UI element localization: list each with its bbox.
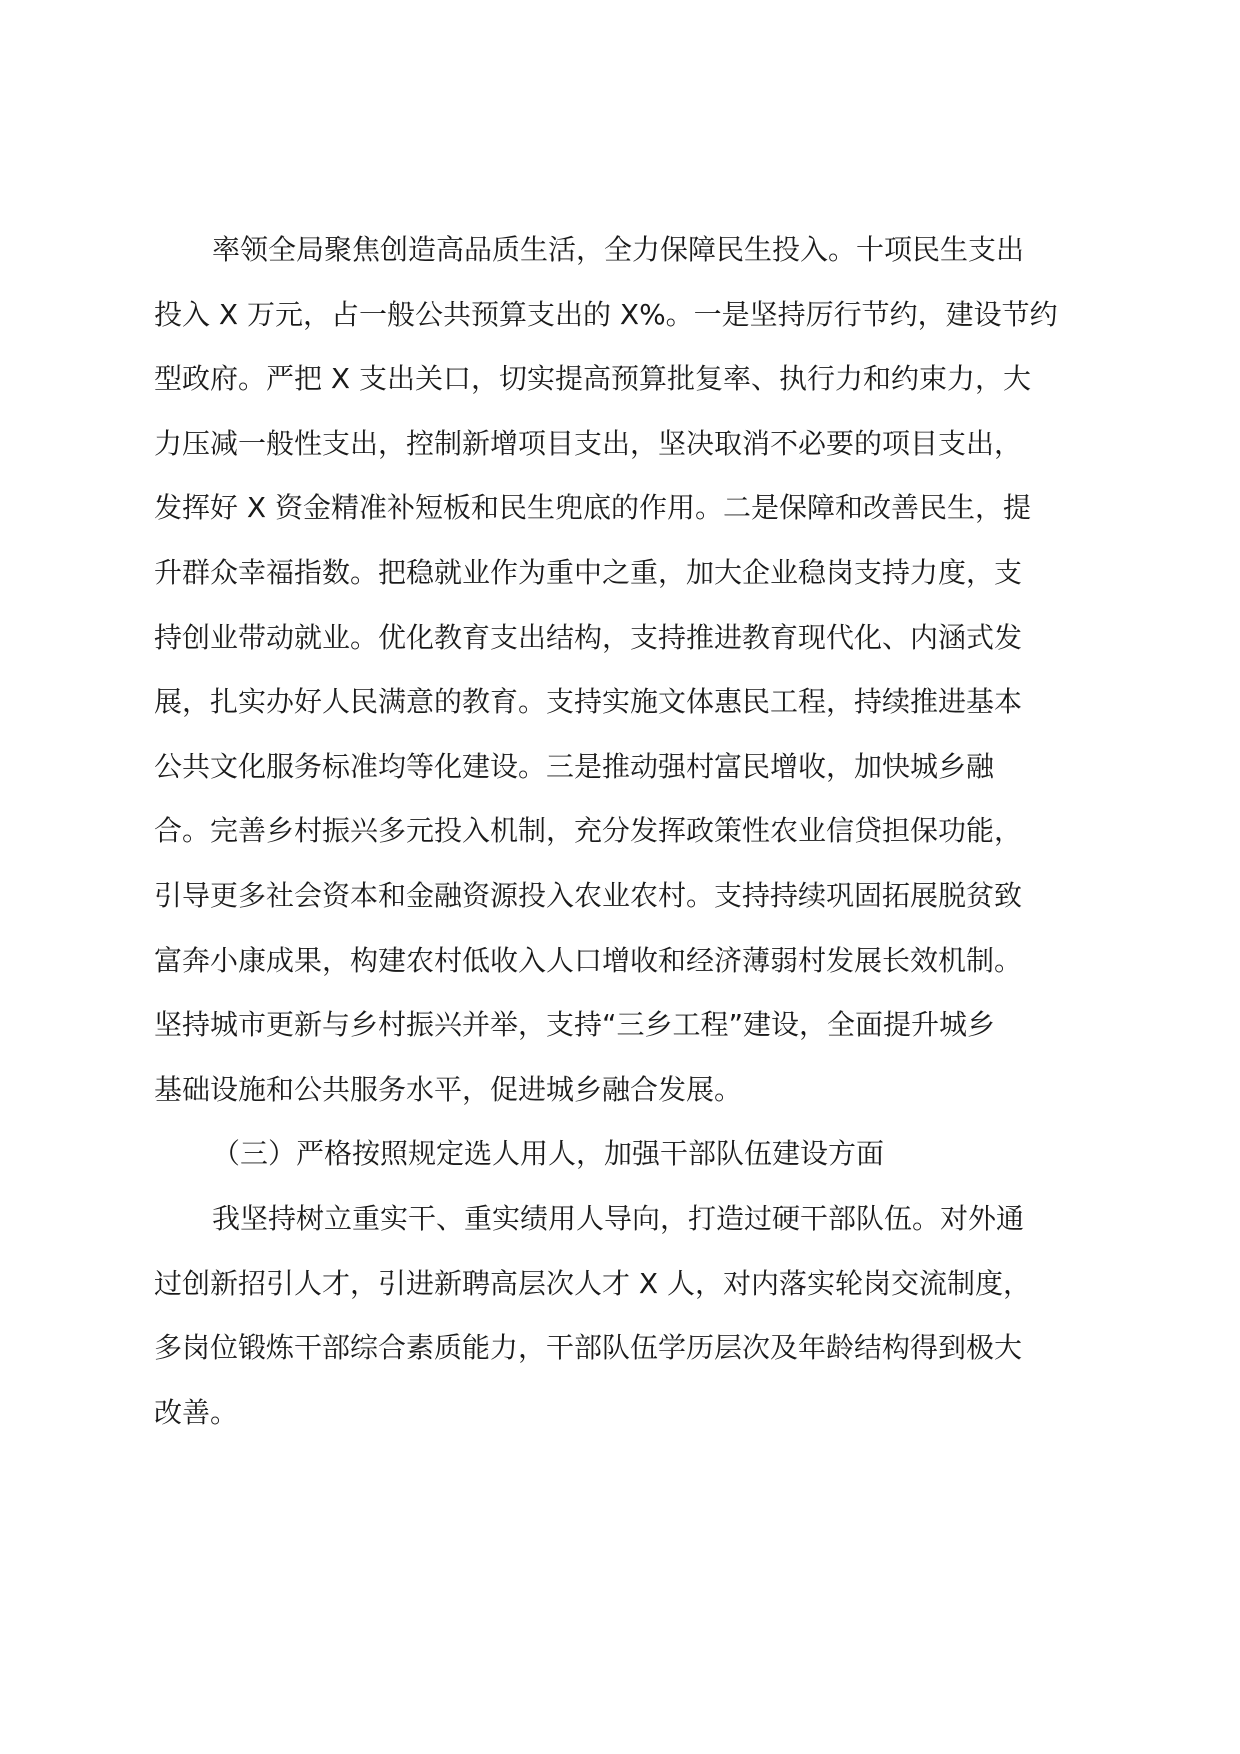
paragraph-line: 发挥好 X 资金精准补短板和民生兜底的作用。二是保障和改善民生，提 xyxy=(154,491,1031,525)
paragraph-line: 合。完善乡村振兴多元投入机制，充分发挥政策性农业信贷担保功能， xyxy=(154,814,1023,848)
document-body xyxy=(154,218,1094,1445)
paragraph-line: 坚持城市更新与乡村振兴并举，支持“三乡工程”建设，全面提升城乡 xyxy=(154,1008,996,1042)
paragraph-line: 基础设施和公共服务水平，促进城乡融合发展。 xyxy=(154,1072,743,1106)
paragraph-line: 引导更多社会资本和金融资源投入农业农村。支持持续巩固拓展脱贫致 xyxy=(154,878,1023,912)
paragraph-line: 投入 X 万元，占一般公共预算支出的 X%。一是坚持厉行节约，建设节约 xyxy=(154,297,1058,331)
paragraph-line: 改善。 xyxy=(154,1395,239,1429)
paragraph-line: 公共文化服务标准均等化建设。三是推动强村富民增收，加快城乡融 xyxy=(154,749,995,783)
section-heading: （三）严格按照规定选人用人，加强干部队伍建设方面 xyxy=(212,1137,885,1171)
paragraph-line: 持创业带动就业。优化教育支出结构，支持推进教育现代化、内涵式发 xyxy=(154,620,1023,654)
paragraph-line: 我坚持树立重实干、重实绩用人导向，打造过硬干部队伍。对外通 xyxy=(212,1201,1025,1235)
paragraph-line: 型政府。严把 X 支出关口，切实提高预算批复率、执行力和约束力，大 xyxy=(154,362,1031,396)
paragraph-line: 展，扎实办好人民满意的教育。支持实施文体惠民工程，持续推进基本 xyxy=(154,685,1023,719)
paragraph-line: 富奔小康成果，构建农村低收入人口增收和经济薄弱村发展长效机制。 xyxy=(154,943,1023,977)
paragraph-line: 力压减一般性支出，控制新增项目支出，坚决取消不必要的项目支出， xyxy=(154,426,1023,460)
paragraph-line: 率领全局聚焦创造高品质生活，全力保障民生投入。十项民生支出 xyxy=(212,233,1025,266)
paragraph-line: 过创新招引人才，引进新聘高层次人才 X 人，对内落实轮岗交流制度， xyxy=(154,1266,1031,1300)
paragraph-line: 升群众幸福指数。把稳就业作为重中之重，加大企业稳岗支持力度，支 xyxy=(154,555,1023,589)
paragraph-line: 多岗位锻炼干部综合素质能力，干部队伍学历层次及年龄结构得到极大 xyxy=(154,1331,1023,1365)
